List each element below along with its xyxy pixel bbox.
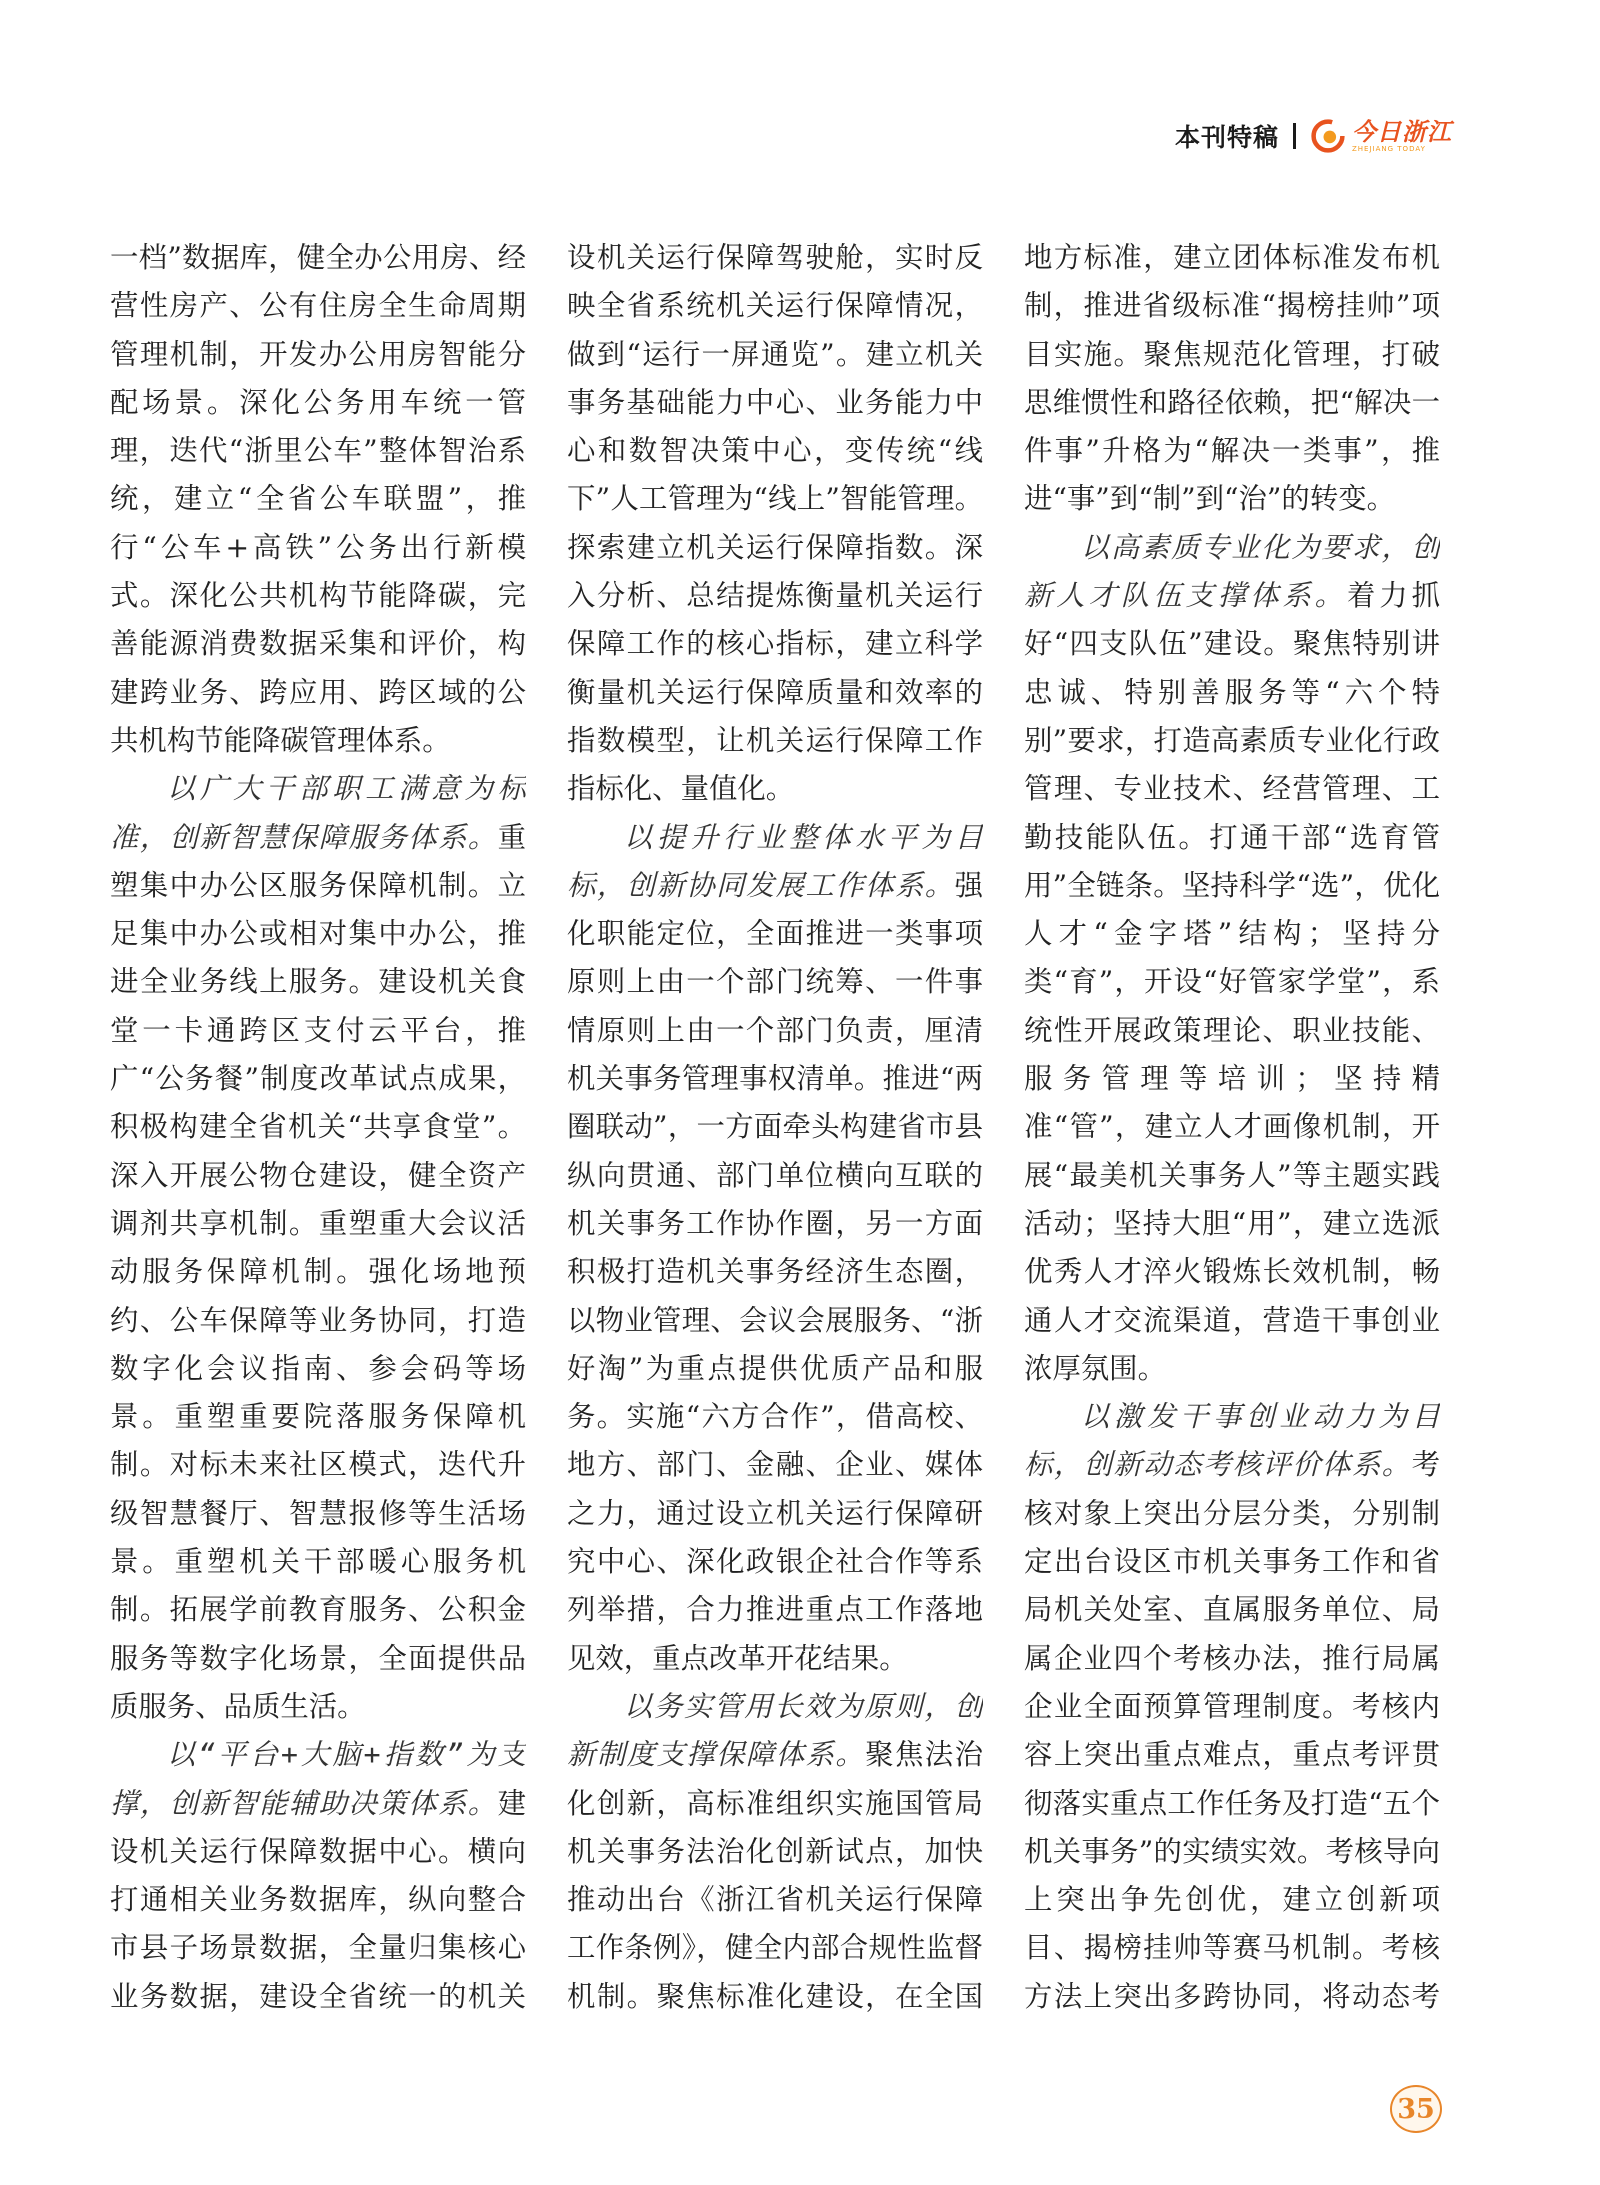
paragraph-lead: 以高素质专业化为要求，创新人才队伍支撑体系。 — [1024, 530, 1440, 613]
paragraph: 地方标准，建立团体标准发布机制，推进省级标准“揭榜挂帅”项目实施。聚焦规范化管理，打破思维惯性和路径依赖，把“解决一件事”升格为“解决一类事”，推进“事”到“制”到“治”的转变。 — [1024, 241, 1440, 516]
paragraph: 以激发干事创业动力为目标，创新动态考核评价体系。考核对象上突出分层分类，分别制定出台设区市机关事务工作和省局机关处室、直属服务单位、局属企业四个考核办法，推行局属企业全面预算管理制度。考核内容上突出重点难点，重点考评贯彻落实重点工作任务及打造“五个机关事务”的实绩实效。考核导向上突出争先创优，建立创新项目、揭榜挂帅等赛马机制。考核方法上突出多跨协同，将动态考 — [1024, 1393, 1440, 2024]
magazine-logo — [1310, 118, 1452, 154]
paragraph: 设机关运行保障驾驶舱，实时反映全省系统机关运行保障情况，做到“运行一屏通览”。建立机关事务基础能力中心、业务能力中心和数智决策中心，变传统“线下”人工管理为“线上”智能管理。探索建立机关运行保障指数。深入分析、总结提炼衡量机关运行保障工作的核心指标，建立科学衡量机关运行保障质量和效率的指数模型，让机关运行保障工作指标化、量值化。 — [567, 241, 983, 806]
article-body — [110, 234, 1440, 2024]
logo-chinese-text: 今日浙江 — [1352, 116, 1452, 146]
paragraph-lead: 以务实管用长效为原则，创新制度支撑保障体系。 — [567, 1689, 983, 1772]
paragraph: 以提升行业整体水平为目标，创新协同发展工作体系。强化职能定位，全面推进一类事项原则上由一个部门统筹、一件事情原则上由一个部门负责，厘清机关事务管理事权清单。推进“两圈联动”，一方面牵头构建省市县纵向贯通、部门单位横向互联的机关事务工作协作圈，另一方面积极打造机关事务经济生态圈，以物业管理、会议会展服务、“浙好淘”为重点提供优质产品和服务。实施“六方合作”，借高校、地方、部门、金融、企业、媒体之力，通过设立机关运行保障研究中心、深化政银企社合作等系列举措，合力推进重点工作落地见效，重点改革开花结果。 — [567, 820, 983, 1675]
paragraph: 以务实管用长效为原则，创新制度支撑保障体系。聚焦法治化创新，高标准组织实施国管局机关事务法治化创新试点，加快推动出台《浙江省机关运行保障工作条例》，健全内部合规性监督机制。聚焦标准化建设，在全国 — [567, 1689, 983, 2013]
paragraph: 以广大干部职工满意为标准，创新智慧保障服务体系。重塑集中办公区服务保障机制。立足集中办公或相对集中办公，推进全业务线上服务。建设机关食堂一卡通跨区支付云平台，推广“公务餐”制度改革试点成果，积极构建全省机关“共享食堂”。深入开展公物仓建设，健全资产调剂共享机制。重塑重大会议活动服务保障机制。强化场地预约、公车保障等业务协同，打造数字化会议指南、参会码等场景。重塑重要院落服务保障机制。对标未来社区模式，迭代升级智慧餐厅、智慧报修等生活场景。重塑机关干部暖心服务机制。拓展学前教育服务、公积金服务等数字化场景，全面提供品质服务、品质生活。 — [110, 772, 526, 1723]
column-1 — [110, 234, 526, 2024]
header-divider — [1293, 123, 1296, 149]
logo-swirl-icon — [1310, 118, 1346, 154]
column-2 — [567, 234, 983, 2024]
section-label: 本刊特稿 — [1174, 123, 1279, 152]
paragraph-lead: 以激发干事创业动力为目标，创新动态考核评价体系。 — [1024, 1400, 1440, 1482]
paragraph: 以高素质专业化为要求，创新人才队伍支撑体系。着力抓好“四支队伍”建设。聚焦特别讲忠诚、特别善服务等“六个特别”要求，打造高素质专业化行政管理、专业技术、经营管理、工勤技能队伍。打通干部“选育管用”全链条。坚持科学“选”，优化人才“金字塔”结构；坚持分类“育”，开设“好管家学堂”，系统性开展政策理论、职业技能、服务管理等培训；坚持精准“管”，建立人才画像机制，开展“最美机关事务人”等主题实践活动；坚持大胆“用”，建立选派优秀人才淬火锻炼长效机制，畅通人才交流渠道，营造干事创业浓厚氛围。 — [1024, 530, 1440, 1385]
column-3 — [1024, 234, 1440, 2024]
page-number: 35 — [1390, 2085, 1442, 2133]
paragraph-lead: 以“平台+大脑+指数”为支撑，创新智能辅助决策体系。 — [110, 1738, 526, 1820]
paragraph-lead: 以提升行业整体水平为目标，创新协同发展工作体系。 — [567, 820, 983, 902]
page-header — [1175, 118, 1452, 154]
logo-english-text: ZHEJIANG TODAY — [1352, 144, 1426, 153]
paragraph: 以“平台+大脑+指数”为支撑，创新智能辅助决策体系。建设机关运行保障数据中心。横向打通相关业务数据库，纵向整合市县子场景数据，全量归集核心业务数据，建设全省统一的机关 — [110, 1738, 526, 2013]
paragraph: 一档”数据库，健全办公用房、经营性房产、公有住房全生命周期管理机制，开发办公用房智能分配场景。深化公务用车统一管理，迭代“浙里公车”整体智治系统，建立“全省公车联盟”，推行“公车+高铁”公务出行新模式。深化公共机构节能降碳，完善能源消费数据采集和评价，构建跨业务、跨应用、跨区域的公共机构节能降碳管理体系。 — [110, 241, 526, 757]
paragraph-lead: 以广大干部职工满意为标准，创新智慧保障服务体系。 — [110, 772, 526, 854]
